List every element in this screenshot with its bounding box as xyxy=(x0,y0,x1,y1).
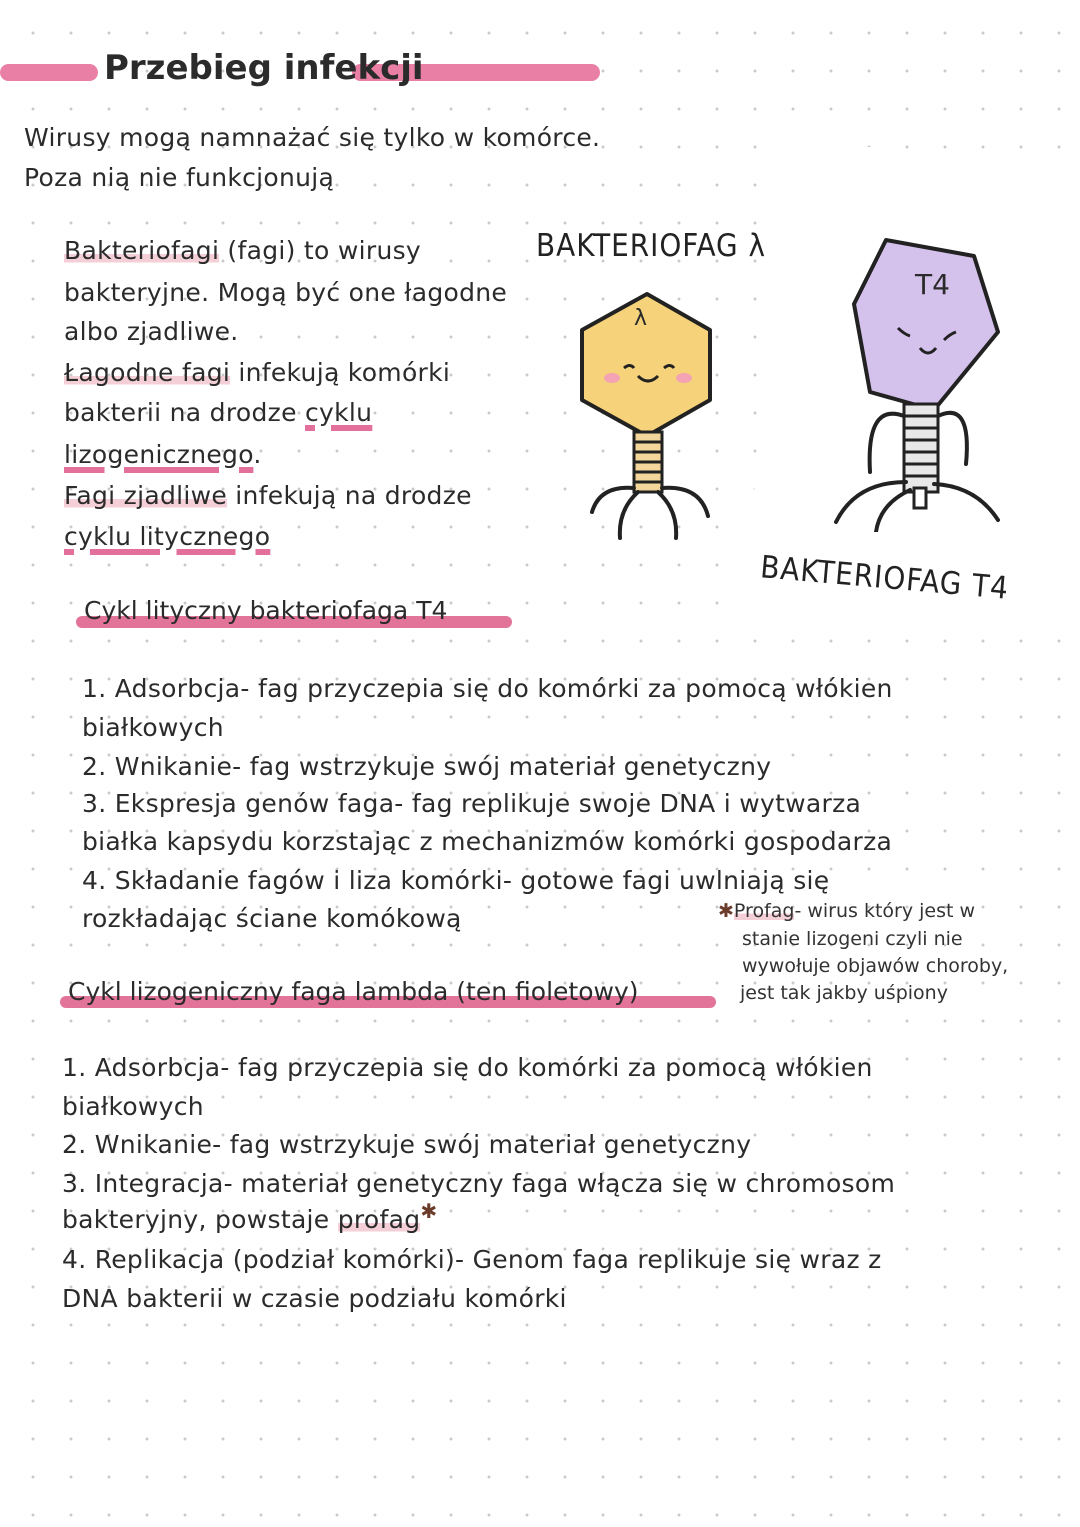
lytic-line-4: 3. Ekspresja genów faga- fag replikuje swoje DNA i wytwarza xyxy=(82,789,862,818)
lytic-line-5: białka kapsydu korzstając z mechanizmów komórki gospodarza xyxy=(82,827,893,856)
lytic-line-6: 4. Składanie fagów i liza komórki- gotowe fagi uwlniają się xyxy=(82,866,830,895)
lysogenic-line-4: 3. Integracja- materiał genetyczny faga włącza się w chromosom xyxy=(62,1169,896,1198)
t4-figure-label: BAKTERIOFAG T4 xyxy=(758,549,1011,607)
phage-line-1 xyxy=(64,236,421,265)
lysogenic-line-1: 1. Adsorbcja- fag przyczepia się do komórki za pomocą włókien xyxy=(62,1053,873,1082)
lysogenic-line-6: 4. Replikacja (podział komórki)- Genom faga replikuje się wraz z xyxy=(62,1245,882,1274)
term-lagodne-fagi: Łagodne fagi xyxy=(64,358,231,387)
term-fagi-zjadliwe: Fagi zjadliwe xyxy=(64,481,228,510)
profag-note-line-1 xyxy=(718,900,975,922)
phage-line-4 xyxy=(64,358,450,387)
term-cyklu: cyklu xyxy=(305,398,373,427)
lysogenic-line-5-pre: bakteryjny, powstaje xyxy=(62,1205,338,1234)
phage-line-4-rest: infekują komórki xyxy=(230,358,451,387)
lytic-line-1: 1. Adsorbcja- fag przyczepia się do komórki za pomocą włókien xyxy=(82,674,893,703)
lytic-line-7: rozkładając ściane komókową xyxy=(82,904,462,933)
phage-line-6-rest: . xyxy=(253,440,262,469)
profag-note-line-4: jest tak jakby uśpiony xyxy=(740,982,948,1004)
term-lizogenicznego: lizogenicznego xyxy=(64,440,254,469)
profag-note-line-3: wywołuje objawów choroby, xyxy=(742,955,1009,977)
page-title: Przebieg infekcji xyxy=(104,48,424,88)
lysogenic-line-3: 2. Wnikanie- fag wstrzykuje swój materiał genetyczny xyxy=(62,1130,752,1159)
lambda-figure-label: BAKTERIOFAG λ xyxy=(536,228,766,264)
lytic-line-2: białkowych xyxy=(82,713,224,742)
term-bakteriofagi: Bakteriofagi xyxy=(64,236,220,265)
phage-line-5-pre: bakterii na drodze xyxy=(64,398,305,427)
lysogenic-line-5 xyxy=(62,1199,438,1234)
phage-line-7 xyxy=(64,481,472,510)
phage-line-8 xyxy=(64,522,270,551)
lambda-legs xyxy=(592,488,708,538)
asterisk-icon: ✱ xyxy=(420,1199,438,1223)
lambda-phage-illustration xyxy=(560,280,750,560)
term-profag: profag xyxy=(337,1205,421,1234)
phage-line-6 xyxy=(64,440,262,469)
lysogenic-line-7: DNA bakterii w czasie podziału komórki xyxy=(62,1284,567,1313)
intro-line-1: Wirusy mogą namnażać się tylko w komórce. xyxy=(24,123,601,152)
lysogenic-line-2: białkowych xyxy=(62,1092,204,1121)
asterisk-icon: ✱ xyxy=(718,900,734,922)
lysogenic-heading: Cykl lizogeniczny faga lambda (ten fioletowy) xyxy=(68,977,639,1006)
intro-line-2: Poza nią nie funkcjonują xyxy=(24,163,335,192)
term-cyklu-litycznego: cyklu litycznego xyxy=(64,522,271,551)
lytic-heading: Cykl lityczny bakteriofaga T4 xyxy=(84,596,448,625)
lytic-line-3: 2. Wnikanie- fag wstrzykuje swój materiał genetyczny xyxy=(82,752,772,781)
phage-line-2: bakteryjne. Mogą być one łagodne xyxy=(64,278,508,307)
phage-line-7-rest: infekują na drodze xyxy=(227,481,472,510)
phage-line-3: albo zjadliwe. xyxy=(64,317,239,346)
phage-line-5 xyxy=(64,398,372,427)
lambda-tail xyxy=(634,432,662,492)
lambda-head-symbol: λ xyxy=(634,306,648,331)
note-term-profag: Profag xyxy=(733,900,795,922)
phage-line-1-rest: (fagi) to wirusy xyxy=(219,236,422,265)
title-bar-left xyxy=(0,64,98,81)
note-line-1-rest: - wirus który jest w xyxy=(794,900,976,922)
t4-head-symbol: T4 xyxy=(915,268,950,301)
t4-head xyxy=(854,240,998,410)
profag-note-line-2: stanie lizogeni czyli nie xyxy=(742,928,963,950)
